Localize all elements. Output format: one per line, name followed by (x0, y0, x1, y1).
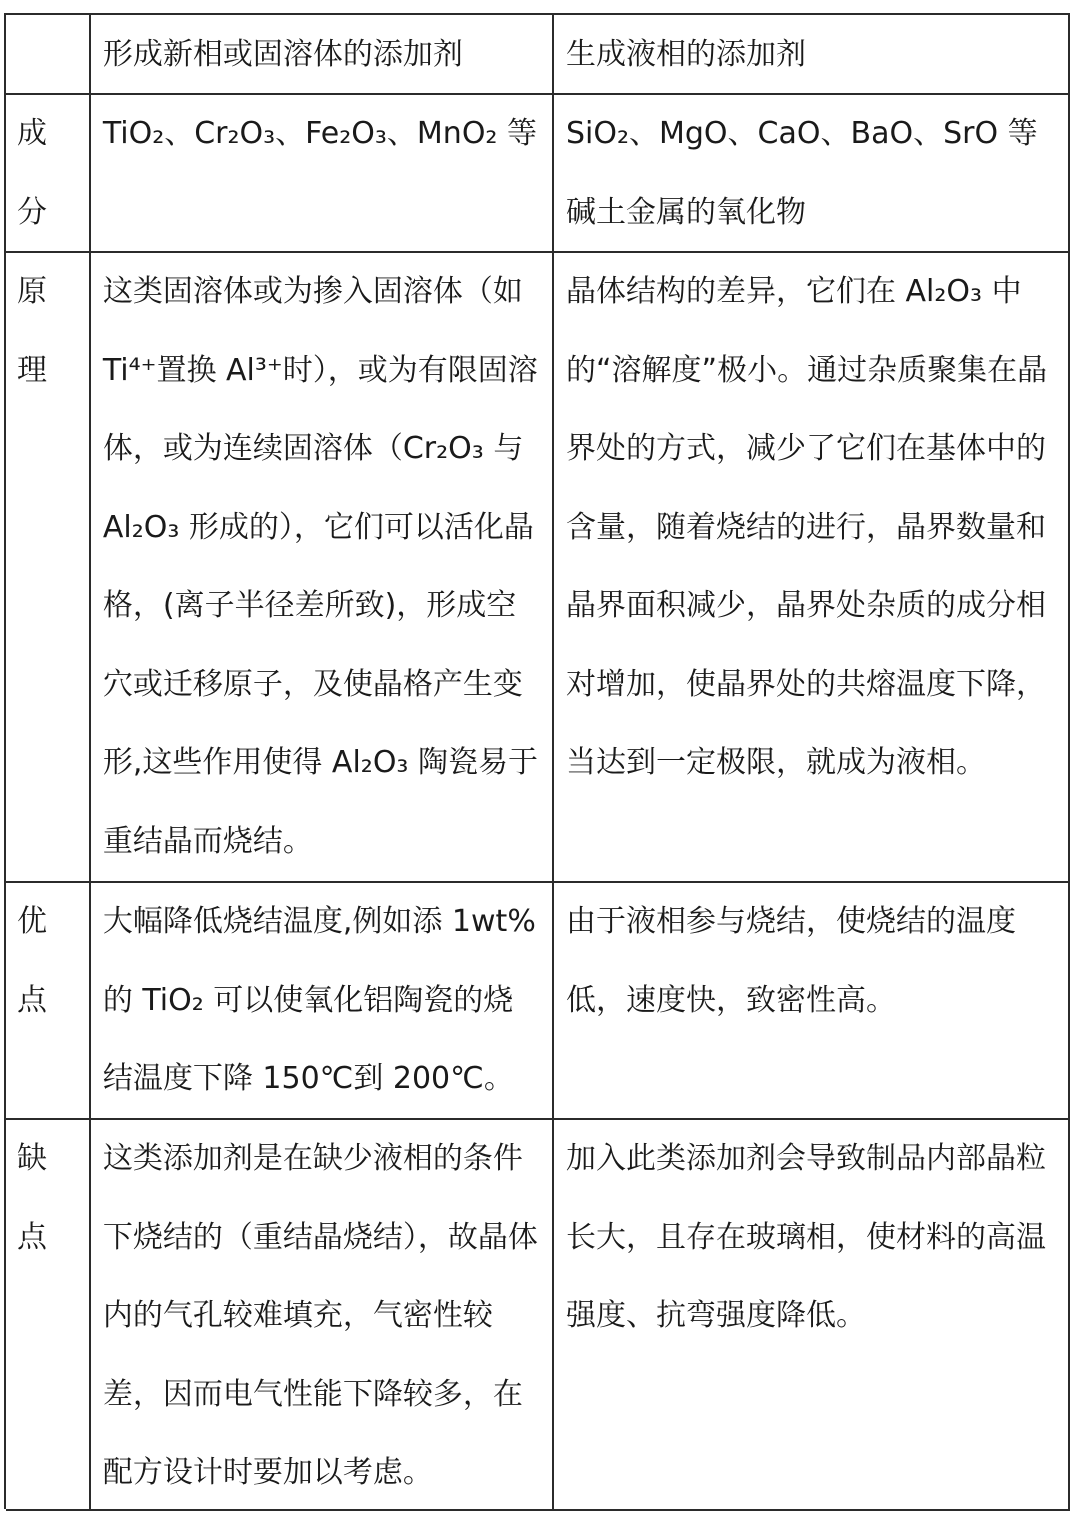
principle-liquid-phase: 晶体结构的差异，它们在 Al₂O₃ 中的“溶解度”极小。通过杂质聚集在晶界处的方式，减少了它们在基体中的含量，随着烧结的进行，晶界数量和晶界面积减少，晶界处杂质的成分相对增加，使晶界处的共熔温度下降，当达到一定极限，就成为液相。 (554, 253, 1070, 881)
composition-solid-solution: TiO₂、Cr₂O₃、Fe₂O₃、MnO₂ 等 (91, 95, 554, 251)
row-label-advantages (6, 883, 91, 1118)
row-label-char: 成 (17, 116, 47, 151)
additives-table (4, 13, 1070, 1509)
advantages-liquid-phase: 由于液相参与烧结，使烧结的温度低，速度快，致密性高。 (554, 883, 1070, 1118)
row-label-char: 缺 (17, 1141, 47, 1176)
table-header-row (6, 15, 1070, 95)
row-label-disadvantages (6, 1120, 91, 1509)
table-row-composition (6, 95, 1070, 253)
disadvantages-solid-solution: 这类添加剂是在缺少液相的条件下烧结的（重结晶烧结），故晶体内的气孔较难填充，气密性较差，因而电气性能下降较多，在配方设计时要加以考虑。 (91, 1120, 554, 1509)
row-label-char: 点 (17, 1219, 47, 1255)
header-solid-solution-additives: 形成新相或固溶体的添加剂 (91, 15, 554, 93)
table-row-advantages (6, 883, 1070, 1120)
table-row-disadvantages (6, 1120, 1070, 1511)
row-label-char: 原 (17, 274, 47, 309)
row-label-composition (6, 95, 91, 251)
row-label-principle (6, 253, 91, 881)
header-blank-cell (6, 15, 91, 93)
row-label-char: 理 (17, 352, 47, 388)
header-liquid-phase-additives: 生成液相的添加剂 (554, 15, 1070, 93)
advantages-solid-solution: 大幅降低烧结温度,例如添 1wt% 的 TiO₂ 可以使氧化铝陶瓷的烧结温度下降 150℃到 200℃。 (91, 883, 554, 1118)
composition-liquid-phase: SiO₂、MgO、CaO、BaO、SrO 等碱土金属的氧化物 (554, 95, 1070, 251)
row-label-char: 优 (17, 904, 47, 939)
disadvantages-liquid-phase: 加入此类添加剂会导致制品内部晶粒长大，且存在玻璃相，使材料的高温强度、抗弯强度降低。 (554, 1120, 1070, 1509)
principle-solid-solution: 这类固溶体或为掺入固溶体（如 Ti⁴⁺置换 Al³⁺时），或为有限固溶体，或为连续固溶体（Cr₂O₃ 与 Al₂O₃ 形成的），它们可以活化晶格，(离子半径差所致)，形成空穴或迁移原子，及使晶格产生变形,这些作用使得 Al₂O₃ 陶瓷易于重结晶而烧结。 (91, 253, 554, 881)
row-label-char: 分 (17, 194, 47, 230)
table-row-principle (6, 253, 1070, 883)
row-label-char: 点 (17, 982, 47, 1018)
